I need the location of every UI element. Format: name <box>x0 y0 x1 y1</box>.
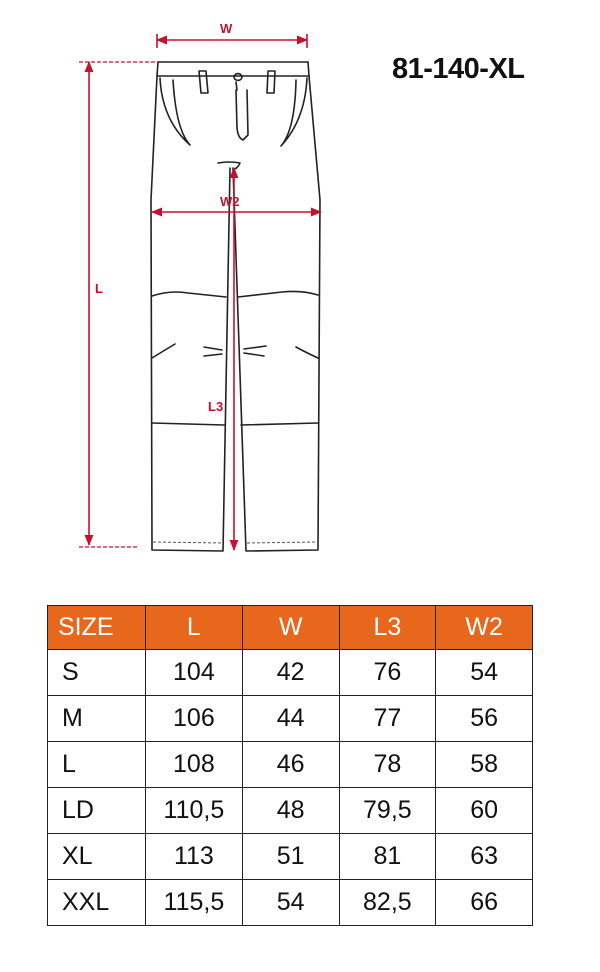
table-header-row <box>48 606 533 650</box>
table-row <box>48 834 533 880</box>
table-cell: L <box>48 742 146 788</box>
table-cell: 48 <box>242 788 339 834</box>
w2-label: W2 <box>220 194 240 209</box>
table-cell: 113 <box>146 834 243 880</box>
column-header: L <box>146 606 243 650</box>
table-row <box>48 880 533 926</box>
table-row <box>48 742 533 788</box>
size-table <box>47 605 533 926</box>
column-header: SIZE <box>48 606 146 650</box>
l-label: L <box>95 281 103 296</box>
model-number: 81-140-XL <box>392 53 525 85</box>
column-header: W <box>242 606 339 650</box>
table-cell: XXL <box>48 880 146 926</box>
table-cell: 77 <box>339 696 436 742</box>
table-cell: 44 <box>242 696 339 742</box>
table-cell: XL <box>48 834 146 880</box>
table-cell: 81 <box>339 834 436 880</box>
table-cell: 76 <box>339 650 436 696</box>
column-header: W2 <box>436 606 533 650</box>
hem-stitching <box>153 542 317 543</box>
table-cell: M <box>48 696 146 742</box>
table-row <box>48 788 533 834</box>
table-cell: 115,5 <box>146 880 243 926</box>
table-cell: 106 <box>146 696 243 742</box>
table-cell: 54 <box>242 880 339 926</box>
table-cell: 66 <box>436 880 533 926</box>
table-cell: 104 <box>146 650 243 696</box>
table-cell: 42 <box>242 650 339 696</box>
table-cell: 82,5 <box>339 880 436 926</box>
table-cell: 60 <box>436 788 533 834</box>
table-cell: 54 <box>436 650 533 696</box>
table-row <box>48 696 533 742</box>
table-cell: 46 <box>242 742 339 788</box>
table-cell: 79,5 <box>339 788 436 834</box>
column-header: L3 <box>339 606 436 650</box>
table-cell: 51 <box>242 834 339 880</box>
table-cell: 110,5 <box>146 788 243 834</box>
trouser-outline <box>151 62 320 551</box>
table-cell: 56 <box>436 696 533 742</box>
table-cell: 58 <box>436 742 533 788</box>
table-cell: S <box>48 650 146 696</box>
table-cell: 78 <box>339 742 436 788</box>
table-cell: LD <box>48 788 146 834</box>
w-label: W <box>220 21 233 36</box>
table-cell: 108 <box>146 742 243 788</box>
table-cell: 63 <box>436 834 533 880</box>
table-row <box>48 650 533 696</box>
l3-label: L3 <box>208 399 224 414</box>
